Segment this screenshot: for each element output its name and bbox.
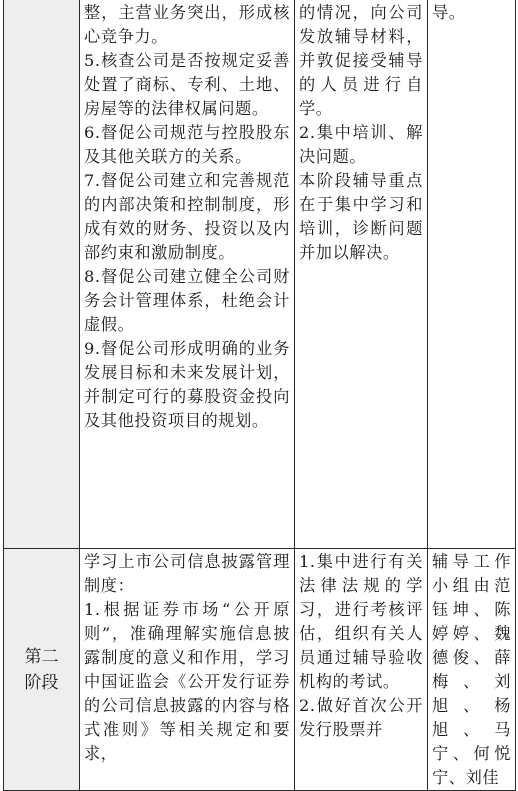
- staff-cell: [428, 0, 516, 549]
- content-paragraph: 整，主营业务突出，形成核心竞争力。: [84, 3, 290, 46]
- method-paragraph: 本阶段辅导重点在于集中学习和培训，诊断问题并加以解决。: [299, 171, 423, 262]
- stage-cell: [4, 0, 80, 549]
- content-paragraph: 6.督促公司规范与控股股东及其他关联方的关系。: [84, 123, 290, 166]
- content-paragraph: 1.根据证券市场“公开原则”，准确理解实施信息披露制度的意义和作用，学习中国证监会《公开发行证券的公司信息披露的内容与格式准则》等相关规定和要求，: [84, 600, 290, 763]
- content-paragraph: 学习上市公司信息披露管理制度：: [84, 552, 290, 595]
- table-row: [4, 549, 516, 791]
- method-paragraph: 2.集中培训、解决问题。: [299, 123, 423, 166]
- method-paragraph: 2.做好首次公开发行股票并: [299, 696, 423, 739]
- coaching-plan-table: [3, 0, 516, 791]
- content-paragraph: 9.督促公司形成明确的业务发展目标和未来发展计划，并制定可行的募股资金投向及其他投资项目的规划。: [84, 339, 290, 430]
- content-paragraph: 7.督促公司建立和完善规范的内部决策和控制制度，形成有效的财务、投资以及内部约束和激励制度。: [84, 171, 290, 262]
- method-cell: [295, 0, 428, 549]
- content-paragraph: 5.核查公司是否按规定妥善处置了商标、专利、土地、房屋等的法律权属问题。: [84, 51, 290, 118]
- staff-paragraph: 导。: [432, 3, 466, 22]
- stage-cell: [4, 549, 80, 791]
- method-paragraph: 1.集中进行有关法律法规的学习，进行考核评估，组织有关人员通过辅导验收机构的考试。: [299, 552, 423, 691]
- method-paragraph: 的情况，向公司发放辅导材料，并敦促接受辅导的人员进行自学。: [299, 3, 423, 118]
- table-row: [4, 0, 516, 549]
- staff-paragraph: 辅导工作小组由范钰坤、陈婷婷、魏德俊、薛梅、刘旭、杨旭、马宁、何悦宁、刘佳: [432, 552, 511, 787]
- stage-label: 第二阶段: [24, 646, 59, 693]
- content-paragraph: 8.督促公司建立健全公司财务会计管理体系，杜绝会计虚假。: [84, 267, 290, 334]
- content-cell: [80, 0, 295, 549]
- content-cell: [80, 549, 295, 791]
- staff-cell: [428, 549, 516, 791]
- method-cell: [295, 549, 428, 791]
